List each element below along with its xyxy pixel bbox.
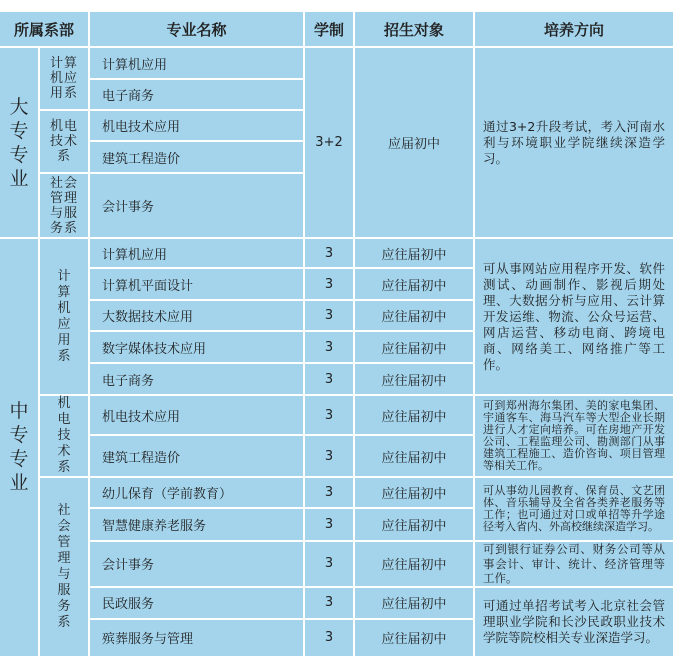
section-zhongzhuan: 中专专业 xyxy=(0,239,38,656)
major-name: 幼儿保育（学前教育） xyxy=(90,478,303,507)
major-name: 数字媒体技术应用 xyxy=(90,332,303,362)
major-name: 机电技术应用 xyxy=(90,396,303,434)
target: 应往届初中 xyxy=(355,542,473,586)
header-duration: 学制 xyxy=(305,12,353,46)
target: 应往届初中 xyxy=(355,588,473,618)
target: 应往届初中 xyxy=(355,509,473,540)
major-name: 计算机平面设计 xyxy=(90,269,303,299)
duration: 3 xyxy=(305,396,353,434)
duration: 3 xyxy=(305,364,353,394)
target: 应往届初中 xyxy=(355,364,473,394)
direction: 通过3+2升段考试，考入河南水利与环境职业学院继续深造学习。 xyxy=(475,48,673,237)
direction: 可到郑州海尔集团、美的家电集团、宇通客车、海马汽车等大型企业长期进行人才定向培养。可在房地产开发公司、工程监理公司、勘测部门从事建筑工程施工、造价咨询、项目管理等相关工作。 xyxy=(475,396,673,476)
duration: 3 xyxy=(305,301,353,330)
major-name: 民政服务 xyxy=(90,588,303,618)
major-name: 殡葬服务与管理 xyxy=(90,620,303,656)
major-table xyxy=(0,10,675,658)
duration: 3 xyxy=(305,542,353,586)
major-name: 机电技术应用 xyxy=(90,111,303,140)
header-row xyxy=(0,12,673,46)
dept-label: 社会管理与服务系 xyxy=(40,478,88,656)
dept-label: 社会管理与服务系 xyxy=(40,174,88,237)
major-name: 电子商务 xyxy=(90,80,303,109)
duration: 3 xyxy=(305,239,353,267)
target: 应往届初中 xyxy=(355,436,473,476)
duration: 3 xyxy=(305,588,353,618)
target: 应往届初中 xyxy=(355,239,473,267)
major-name: 计算机应用 xyxy=(90,239,303,267)
major-name: 计算机应用 xyxy=(90,48,303,78)
target: 应往届初中 xyxy=(355,478,473,507)
direction: 可从事网站应用程序开发、软件测试、动画制作、影视后期处理、大数据分析与应用、云计算开发运维、物流、公众号运营、网店运营、移动电商、跨境电商、网络美工、网络推广等工作。 xyxy=(475,239,673,394)
duration: 3 xyxy=(305,509,353,540)
target: 应往届初中 xyxy=(355,396,473,434)
duration: 3 xyxy=(305,269,353,299)
major-name: 会计事务 xyxy=(90,174,303,237)
major-name: 智慧健康养老服务 xyxy=(90,509,303,540)
direction: 可到银行证券公司、财务公司等从事会计、审计、统计、经济管理等工作。 xyxy=(475,542,673,586)
major-name: 大数据技术应用 xyxy=(90,301,303,330)
major-name: 电子商务 xyxy=(90,364,303,394)
section-dazhuan: 大专专业 xyxy=(0,48,38,237)
direction: 可从事幼儿园教育、保育员、文艺团体、音乐辅导及全省各类养老服务等工作；也可通过对口或单招等升学途径考入省内、外高校继续深造学习。 xyxy=(475,478,673,540)
major-name: 建筑工程造价 xyxy=(90,436,303,476)
dept-label: 计算机应用系 xyxy=(40,239,88,394)
header-target: 招生对象 xyxy=(355,12,473,46)
direction: 可通过单招考试考入北京社会管理职业学院和长沙民政职业技术学院等院校相关专业深造学习。 xyxy=(475,588,673,656)
target: 应往届初中 xyxy=(355,332,473,362)
dept-label: 机电技术系 xyxy=(40,396,88,476)
target: 应往届初中 xyxy=(355,620,473,656)
duration: 3+2 xyxy=(305,48,353,237)
header-direction: 培养方向 xyxy=(475,12,673,46)
duration: 3 xyxy=(305,332,353,362)
header-dept: 所属系部 xyxy=(0,12,88,46)
dept-label: 计算机应用系 xyxy=(40,48,88,109)
header-major: 专业名称 xyxy=(90,12,303,46)
target: 应往届初中 xyxy=(355,301,473,330)
duration: 3 xyxy=(305,478,353,507)
target: 应往届初中 xyxy=(355,269,473,299)
duration: 3 xyxy=(305,620,353,656)
major-name: 建筑工程造价 xyxy=(90,142,303,172)
major-name: 会计事务 xyxy=(90,542,303,586)
target: 应届初中 xyxy=(355,48,473,237)
dept-label: 机电技术系 xyxy=(40,111,88,172)
duration: 3 xyxy=(305,436,353,476)
